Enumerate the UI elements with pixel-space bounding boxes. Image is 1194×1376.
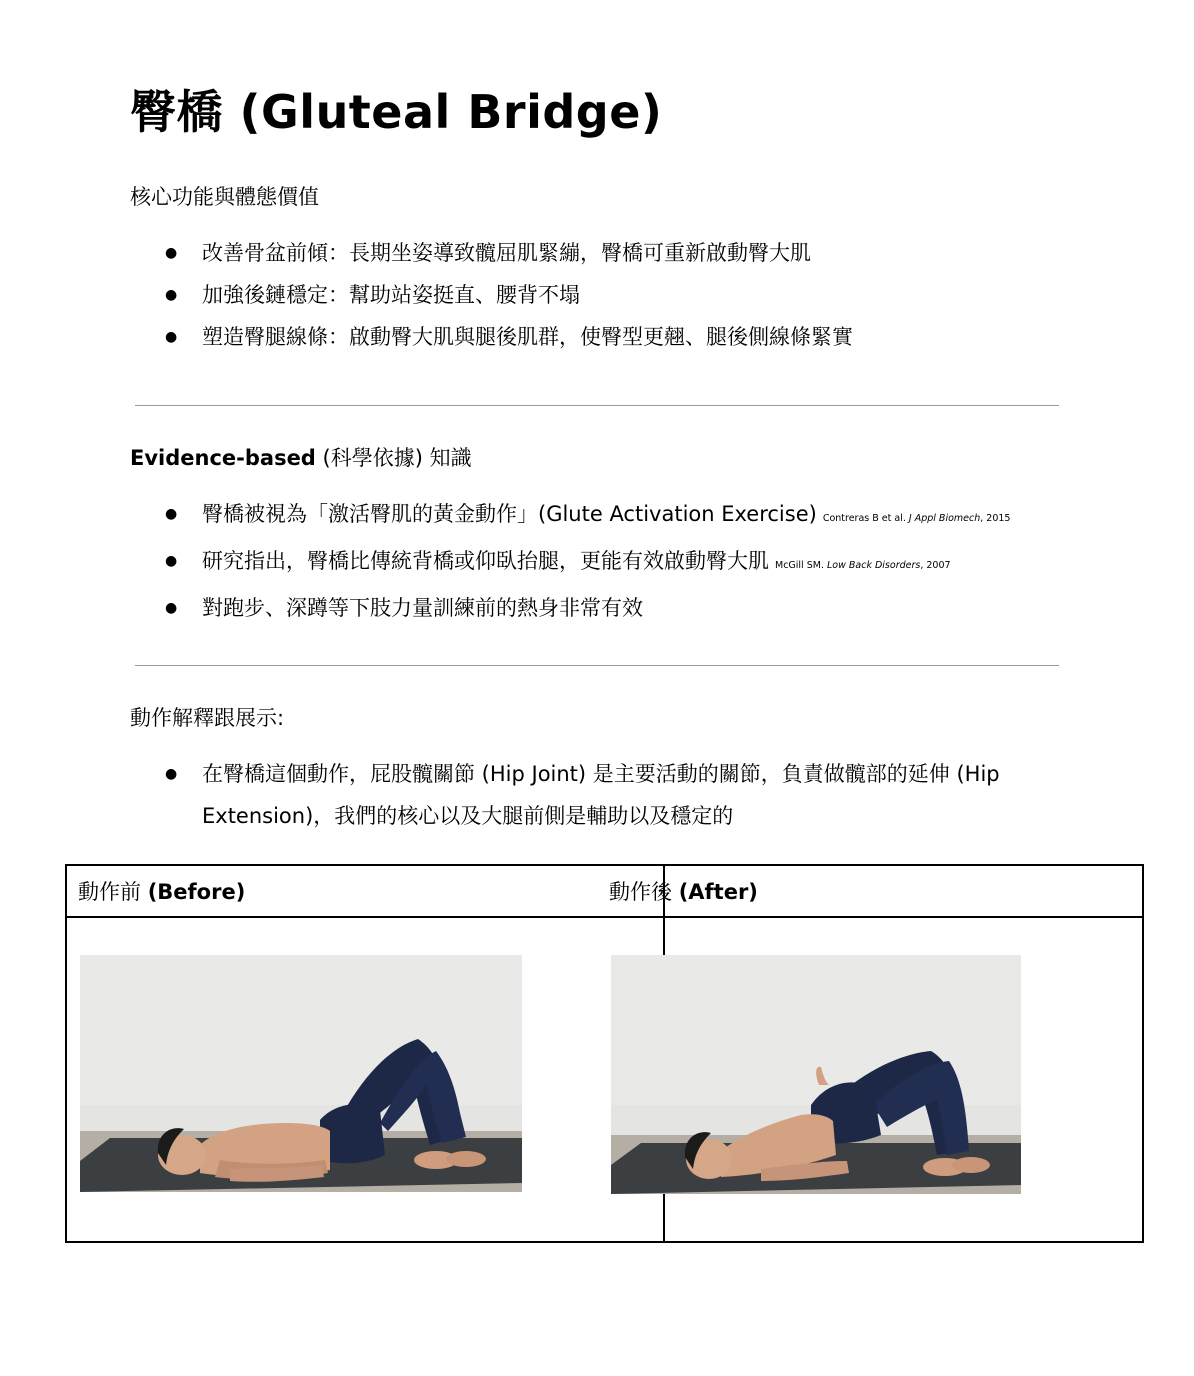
- table-row-divider: [67, 916, 1142, 918]
- citation: McGill SM. Low Back Disorders, 2007: [775, 560, 951, 571]
- page-title: 臀橋 (Gluteal Bridge): [130, 85, 663, 139]
- after-photo: [611, 955, 1021, 1194]
- bullet-icon: ●: [165, 329, 178, 345]
- list-item: ● 研究指出，臀橋比傳統背橋或仰臥抬腿，更能有效啟動臀大肌 McGill SM. Low Back Disorders, 2007: [165, 540, 1065, 587]
- list-item: ● 對跑步、深蹲等下肢力量訓練前的熱身非常有效: [165, 587, 1065, 629]
- list-item: ● 在臀橋這個動作，屁股髖關節 (Hip Joint) 是主要活動的關節，負責做髖部的延伸 (Hip Extension)，我們的核心以及大腿前側是輔助以及穩定的: [165, 753, 1035, 837]
- list-item: ● 塑造臀腿線條：啟動臀大肌與腿後肌群，使臀型更翹、腿後側線條緊實: [165, 316, 1065, 358]
- section-heading-core: 核心功能與體態價值: [130, 185, 319, 209]
- bullet-icon: ●: [165, 553, 178, 569]
- citation: Contreras B et al. J Appl Biomech, 2015: [822, 513, 1011, 524]
- list-item: ● 臀橋被視為「激活臀肌的黃金動作」(Glute Activation Exercise) Contreras B et al. J Appl Biomech, 2015: [165, 493, 1065, 540]
- bullet-icon: ●: [165, 766, 178, 782]
- after-column-header: 動作後 (After): [609, 880, 758, 904]
- divider: [135, 405, 1059, 406]
- bullet-icon: ●: [165, 287, 178, 303]
- bullet-icon: ●: [165, 600, 178, 616]
- section-heading-demo: 動作解釋跟展示:: [130, 706, 285, 730]
- bullet-icon: ●: [165, 506, 178, 522]
- demo-list: [165, 753, 1035, 837]
- section-heading-evidence: Evidence-based (科學依據) 知識: [130, 446, 472, 470]
- list-item: ● 改善骨盆前傾：長期坐姿導致髖屈肌緊繃，臀橋可重新啟動臀大肌: [165, 232, 1065, 274]
- bullet-icon: ●: [165, 245, 178, 261]
- before-after-table: [65, 864, 1144, 1243]
- before-column-header: 動作前 (Before): [78, 880, 246, 904]
- list-item: ● 加強後鏈穩定：幫助站姿挺直、腰背不塌: [165, 274, 1065, 316]
- divider: [135, 665, 1059, 666]
- evidence-list: [165, 493, 1065, 629]
- before-photo: [80, 955, 522, 1192]
- core-benefits-list: [165, 232, 1065, 358]
